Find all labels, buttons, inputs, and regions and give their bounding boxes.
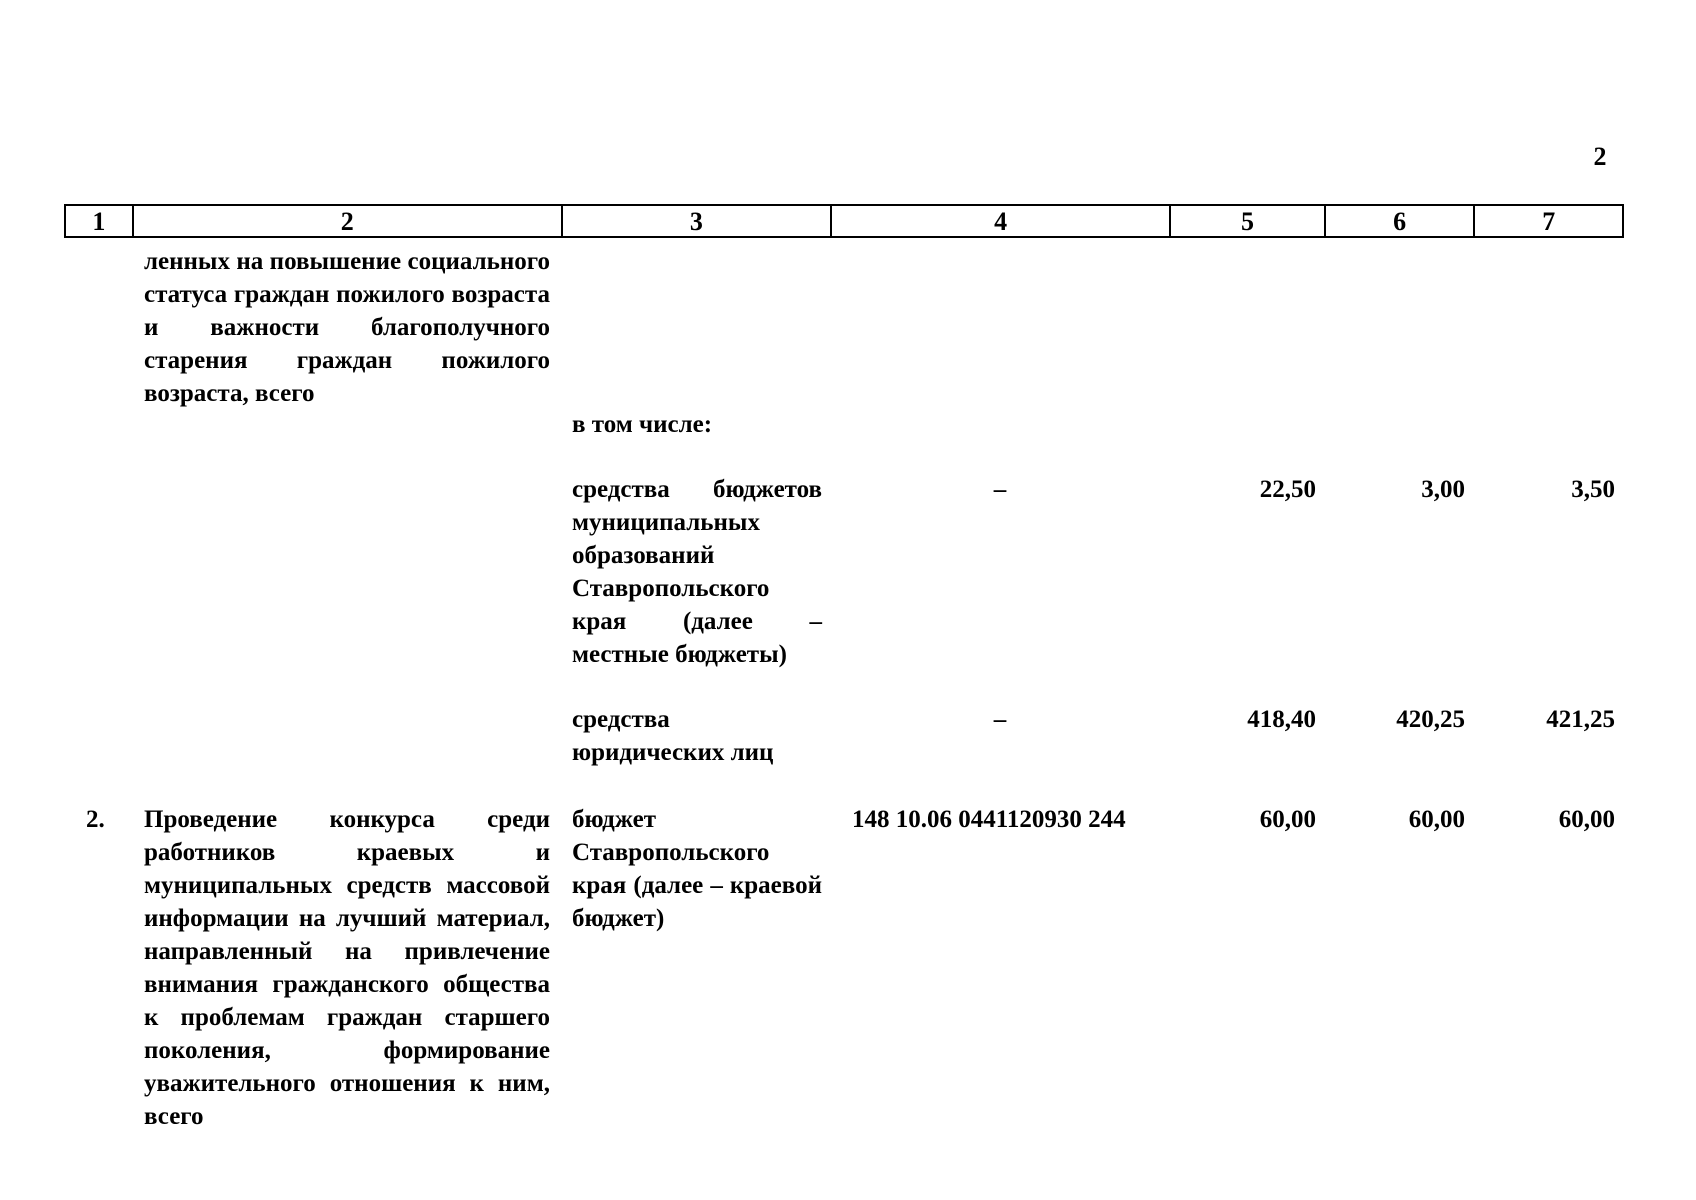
row1-legal-value-7: 421,25: [1546, 706, 1615, 733]
page-number: 2: [1593, 142, 1607, 171]
row2-value-5: 60,00: [1259, 806, 1316, 833]
row1-source-legal-code: –: [993, 706, 1007, 733]
row1-source-local-budgets: средства бюджетов муниципальных образований Ставропольского края (далее – местные бюджеты): [572, 476, 822, 668]
row2-code: 148 10.06 0441120930 244: [852, 806, 1126, 833]
header-col-5: 5: [1171, 206, 1326, 236]
header-col-7: 7: [1542, 207, 1556, 236]
row2-value-6: 60,00: [1408, 806, 1465, 833]
row1-local-value-7: 3,50: [1571, 476, 1615, 503]
row1-name-continued: ленных на повышение социального статуса граждан пожилого возраста и важности благополучного старения граждан пожилого возраста, всего: [144, 248, 550, 407]
row2-source: бюджет Ставропольского края (далее – краевой бюджет): [572, 806, 822, 932]
row2-value-7: 60,00: [1558, 806, 1615, 833]
row1-local-value-5: 22,50: [1259, 476, 1316, 503]
row1-local-value-6: 3,00: [1421, 476, 1465, 503]
row1-legal-value-5: 418,40: [1247, 706, 1316, 733]
header-col-2: 2: [134, 206, 563, 236]
row2-name: Проведение конкурса среди работников краевых и муниципальных средств массовой информации на лучший материал, направленный на привлечение внимания гражданского общества к проблемам граждан старшего поколения, формирование уважительного отношения к ним, всего: [144, 806, 550, 1130]
header-col-1: 1: [66, 206, 134, 236]
row2-number: 2.: [86, 806, 105, 833]
row1-source-legal-entities: средства юридических лиц: [572, 706, 774, 766]
row1-including-label: в том числе:: [572, 411, 713, 438]
row1-source-local-code: –: [993, 476, 1007, 503]
table-header-row: [64, 204, 1624, 238]
header-col-6: 6: [1326, 206, 1476, 236]
header-col-3: 3: [563, 206, 832, 236]
row1-legal-value-6: 420,25: [1396, 706, 1465, 733]
header-col-4: 4: [832, 206, 1171, 236]
